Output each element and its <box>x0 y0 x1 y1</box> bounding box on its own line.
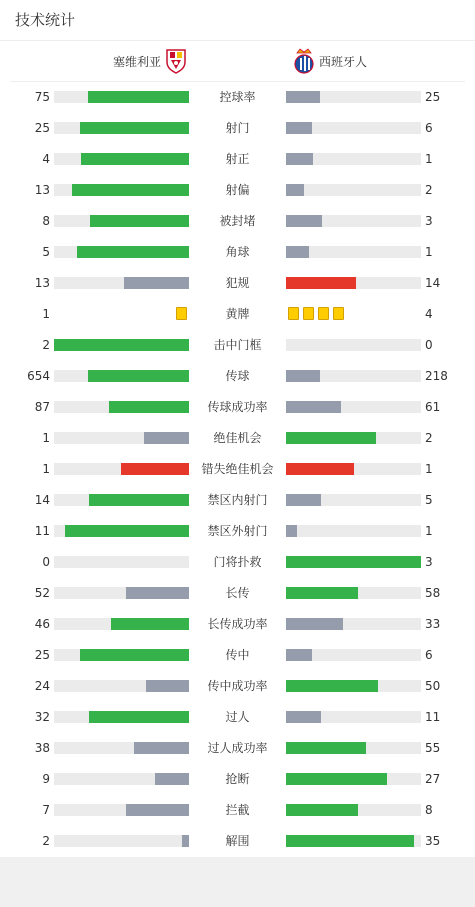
stat-row <box>0 361 475 392</box>
away-value: 6 <box>425 121 433 135</box>
stat-row <box>0 640 475 671</box>
away-bar-track <box>286 370 421 382</box>
stat-label: 射门 <box>225 121 250 135</box>
home-bar-track <box>54 587 189 599</box>
away-bar <box>286 184 304 196</box>
stat-row <box>0 702 475 733</box>
away-value: 33 <box>425 617 441 631</box>
home-bar-track <box>54 184 189 196</box>
home-value: 5 <box>42 245 50 259</box>
away-value: 58 <box>425 586 441 600</box>
home-value: 0 <box>42 555 50 569</box>
divider <box>0 40 475 41</box>
home-bar <box>146 680 189 692</box>
away-team-name: 西班牙人 <box>319 54 368 69</box>
home-team[interactable] <box>113 47 187 75</box>
stat-label: 拦截 <box>225 803 250 817</box>
stat-label: 犯规 <box>225 276 250 290</box>
stat-row <box>0 175 475 206</box>
away-bar <box>286 122 312 134</box>
stat-label: 长传 <box>225 586 250 600</box>
home-bar <box>126 804 189 816</box>
stat-label: 长传成功率 <box>207 617 268 631</box>
away-bar-track <box>286 773 421 785</box>
home-bar-track <box>54 618 189 630</box>
away-bar <box>286 649 312 661</box>
away-bar-track <box>286 742 421 754</box>
stat-row <box>0 299 475 330</box>
home-bar <box>88 91 189 103</box>
away-bar-track <box>286 525 421 537</box>
home-bar <box>88 370 189 382</box>
away-bar <box>286 494 321 506</box>
away-bar <box>286 773 387 785</box>
home-bar-track <box>54 494 189 506</box>
away-bar <box>286 277 356 289</box>
stat-row <box>0 423 475 454</box>
home-bar-track <box>54 153 189 165</box>
home-bar <box>90 215 189 227</box>
away-bar <box>286 525 297 537</box>
home-value: 1 <box>42 462 50 476</box>
stat-row <box>0 547 475 578</box>
sevilla-crest-icon <box>165 48 187 74</box>
away-yellow-cards <box>286 307 346 320</box>
stat-row <box>0 671 475 702</box>
home-bar-track <box>54 773 189 785</box>
home-bar <box>134 742 189 754</box>
away-bar-track <box>286 618 421 630</box>
stats-list <box>0 82 475 857</box>
home-bar <box>80 649 189 661</box>
home-bar-track <box>54 122 189 134</box>
away-value: 27 <box>425 772 441 786</box>
away-value: 1 <box>425 524 433 538</box>
home-value: 24 <box>34 679 50 693</box>
away-bar-track <box>286 277 421 289</box>
stat-label: 传中成功率 <box>207 679 268 693</box>
home-bar <box>80 122 189 134</box>
away-value: 3 <box>425 214 433 228</box>
stat-row <box>0 826 475 857</box>
home-value: 2 <box>42 834 50 848</box>
away-bar-track <box>286 835 421 847</box>
stat-label: 过人成功率 <box>207 741 268 755</box>
home-bar-track <box>54 463 189 475</box>
home-bar <box>111 618 189 630</box>
home-bar-track <box>54 277 189 289</box>
home-value: 46 <box>34 617 50 631</box>
away-value: 55 <box>425 741 441 755</box>
away-bar-track <box>286 246 421 258</box>
stat-label: 抢断 <box>225 772 250 786</box>
stat-label: 错失绝佳机会 <box>201 462 274 476</box>
stat-label: 禁区内射门 <box>207 493 268 507</box>
away-value: 5 <box>425 493 433 507</box>
home-bar <box>126 587 189 599</box>
home-bar-track <box>54 432 189 444</box>
home-bar <box>89 494 189 506</box>
home-team-name: 塞维利亚 <box>113 54 162 69</box>
away-value: 25 <box>425 90 441 104</box>
away-bar <box>286 618 343 630</box>
away-bar-track <box>286 184 421 196</box>
away-bar <box>286 711 321 723</box>
home-value: 4 <box>42 152 50 166</box>
away-bar <box>286 370 320 382</box>
away-value: 1 <box>425 462 433 476</box>
home-value: 7 <box>42 803 50 817</box>
away-bar <box>286 680 378 692</box>
away-bar <box>286 91 320 103</box>
away-value: 4 <box>425 307 433 321</box>
home-bar <box>155 773 189 785</box>
home-bar <box>72 184 189 196</box>
away-bar-track <box>286 401 421 413</box>
home-value: 14 <box>34 493 50 507</box>
stat-label: 绝佳机会 <box>213 431 262 445</box>
stat-label: 击中门框 <box>213 338 262 352</box>
stat-label: 传球 <box>225 369 250 383</box>
stat-row <box>0 268 475 299</box>
yellow-card-icon <box>176 307 187 320</box>
home-bar-track <box>54 711 189 723</box>
stat-row <box>0 733 475 764</box>
away-bar-track <box>286 122 421 134</box>
home-bar <box>109 401 189 413</box>
away-bar <box>286 804 358 816</box>
stat-row <box>0 206 475 237</box>
away-bar <box>286 401 341 413</box>
away-value: 11 <box>425 710 441 724</box>
stat-row <box>0 764 475 795</box>
stat-label: 被封堵 <box>219 214 256 228</box>
stat-label: 禁区外射门 <box>207 524 268 538</box>
away-bar-track <box>286 463 421 475</box>
away-bar <box>286 432 376 444</box>
away-bar <box>286 215 322 227</box>
away-value: 3 <box>425 555 433 569</box>
away-bar-track <box>286 804 421 816</box>
home-bar-track <box>54 804 189 816</box>
stat-label: 射偏 <box>225 183 250 197</box>
home-value: 8 <box>42 214 50 228</box>
stat-label: 传球成功率 <box>207 400 268 414</box>
espanyol-crest-icon <box>293 48 315 74</box>
home-bar <box>65 525 189 537</box>
home-bar-track <box>54 370 189 382</box>
home-value: 9 <box>42 772 50 786</box>
stat-row <box>0 454 475 485</box>
stat-label: 解围 <box>225 834 250 848</box>
home-bar <box>89 711 189 723</box>
page-title: 技术统计 <box>15 11 76 29</box>
away-bar-track <box>286 711 421 723</box>
away-bar <box>286 835 414 847</box>
home-value: 32 <box>34 710 50 724</box>
stat-row <box>0 485 475 516</box>
yellow-card-icon <box>288 307 299 320</box>
home-value: 25 <box>34 648 50 662</box>
home-value: 75 <box>34 90 50 104</box>
stat-label: 射正 <box>225 152 250 166</box>
away-value: 6 <box>425 648 433 662</box>
away-bar-track <box>286 649 421 661</box>
away-value: 14 <box>425 276 441 290</box>
away-bar <box>286 246 309 258</box>
away-value: 1 <box>425 245 433 259</box>
home-bar <box>81 153 189 165</box>
yellow-card-icon <box>318 307 329 320</box>
away-bar-track <box>286 153 421 165</box>
home-bar-track <box>54 680 189 692</box>
home-value: 11 <box>34 524 50 538</box>
home-value: 25 <box>34 121 50 135</box>
home-value: 13 <box>34 183 50 197</box>
home-bar-track <box>54 649 189 661</box>
home-bar <box>124 277 189 289</box>
away-bar-track <box>286 556 421 568</box>
away-value: 2 <box>425 183 433 197</box>
away-bar-track <box>286 91 421 103</box>
stat-row <box>0 516 475 547</box>
stat-label: 角球 <box>225 245 250 259</box>
away-bar-track <box>286 339 421 351</box>
stat-label: 过人 <box>225 710 250 724</box>
stat-row <box>0 795 475 826</box>
home-value: 87 <box>34 400 50 414</box>
stat-row <box>0 237 475 268</box>
home-bar-track <box>54 525 189 537</box>
home-bar-track <box>54 742 189 754</box>
away-bar-track <box>286 494 421 506</box>
away-value: 35 <box>425 834 441 848</box>
home-value: 13 <box>34 276 50 290</box>
yellow-card-icon <box>303 307 314 320</box>
away-value: 1 <box>425 152 433 166</box>
home-bar-track <box>54 339 189 351</box>
home-bar <box>182 835 189 847</box>
away-bar-track <box>286 587 421 599</box>
away-value: 2 <box>425 431 433 445</box>
home-bar-track <box>54 401 189 413</box>
away-value: 8 <box>425 803 433 817</box>
home-value: 2 <box>42 338 50 352</box>
yellow-card-icon <box>333 307 344 320</box>
away-bar <box>286 742 366 754</box>
away-bar-track <box>286 680 421 692</box>
stat-label: 传中 <box>225 648 250 662</box>
away-bar <box>286 153 313 165</box>
home-value: 38 <box>34 741 50 755</box>
home-bar-track <box>54 246 189 258</box>
home-yellow-cards <box>54 307 189 320</box>
stat-row <box>0 144 475 175</box>
stat-row <box>0 609 475 640</box>
home-bar-track <box>54 835 189 847</box>
home-bar-track <box>54 215 189 227</box>
stat-label: 黄牌 <box>225 307 250 321</box>
home-bar <box>54 339 189 351</box>
home-value: 654 <box>27 369 50 383</box>
home-value: 1 <box>42 307 50 321</box>
away-bar <box>286 556 421 568</box>
home-bar <box>77 246 189 258</box>
away-value: 0 <box>425 338 433 352</box>
stat-row <box>0 82 475 113</box>
stat-row <box>0 392 475 423</box>
home-value: 52 <box>34 586 50 600</box>
away-team[interactable] <box>293 47 367 75</box>
stat-row <box>0 113 475 144</box>
home-bar-track <box>54 556 189 568</box>
away-value: 50 <box>425 679 441 693</box>
away-bar <box>286 587 358 599</box>
stat-label: 控球率 <box>219 90 256 104</box>
away-value: 61 <box>425 400 441 414</box>
home-bar <box>121 463 189 475</box>
home-value: 1 <box>42 431 50 445</box>
stat-row <box>0 330 475 361</box>
away-value: 218 <box>425 369 448 383</box>
home-bar-track <box>54 91 189 103</box>
stat-label: 门将扑救 <box>213 555 262 569</box>
home-bar <box>144 432 189 444</box>
away-bar-track <box>286 215 421 227</box>
stat-row <box>0 578 475 609</box>
away-bar-track <box>286 432 421 444</box>
away-bar <box>286 463 354 475</box>
